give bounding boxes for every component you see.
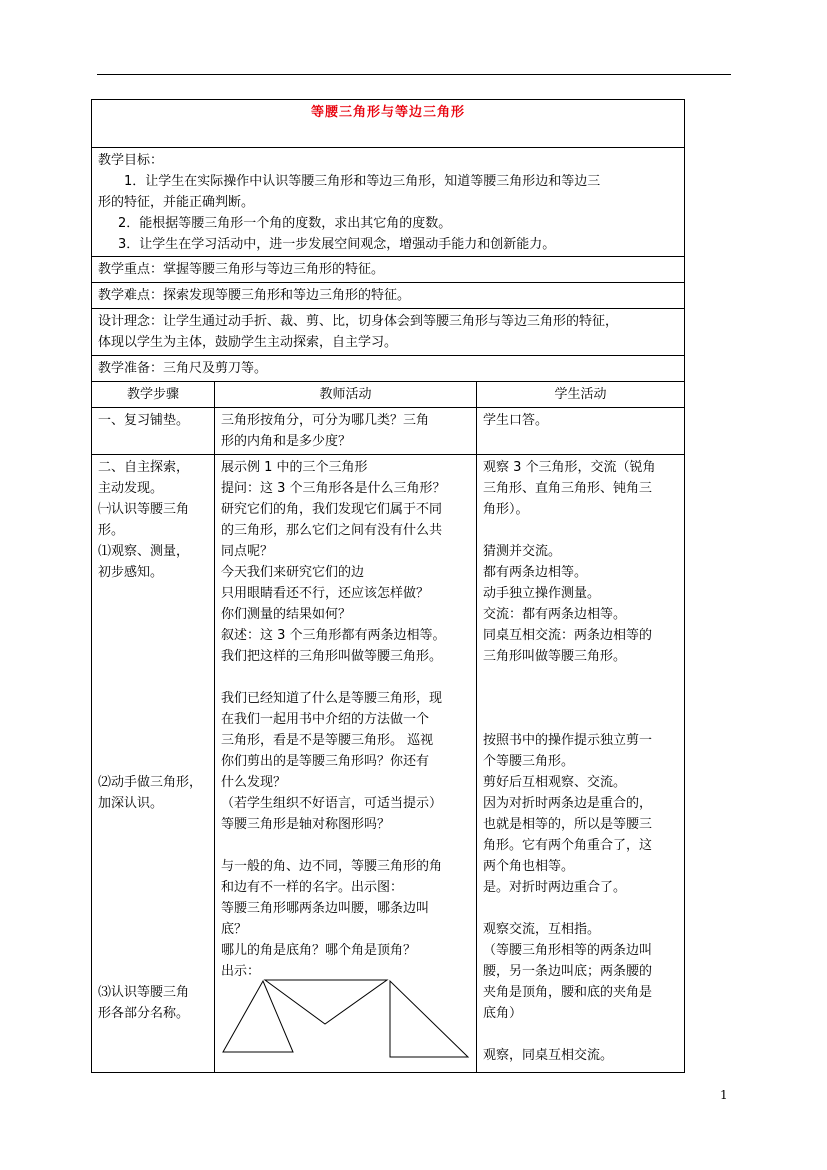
objective-1-line-1: 1．让学生在实际操作中认识等腰三角形和等边三角形，知道等腰三角形边和等边三 [124, 174, 601, 189]
spacer [98, 814, 212, 982]
step-line: ⑵动手做三角形， [98, 775, 203, 790]
student-line: 是。对折时两边重合了。 [483, 880, 627, 895]
student-line: 都有两条边相等。 [483, 565, 588, 580]
student-line: 剪好后互相观察、交流。 [483, 775, 627, 790]
column-header-student: 学生活动 [477, 382, 685, 408]
teacher-line: 底？ [221, 922, 248, 937]
teacher-line: 我们已经知道了什么是等腰三角形，现 [221, 691, 443, 706]
student-line: 动手独立操作测量。 [483, 586, 601, 601]
row1-teacher [215, 408, 477, 455]
design-line-1: 设计理念：让学生通过动手折、裁、剪、比，切身体会到等腰三角形与等边三角形的特征， [98, 314, 619, 329]
student-line: 观察，同桌互相交流。 [483, 1048, 614, 1063]
row2-teacher [215, 455, 477, 1073]
design-cell [92, 309, 685, 356]
student-line: 三角形叫做等腰三角形。 [483, 649, 627, 664]
triangle-figure-3 [390, 981, 468, 1057]
student-line: 角形）。 [483, 502, 529, 517]
teacher-line: 等腰三角形哪两条边叫腰，哪条边叫 [221, 901, 430, 916]
teacher-line: 的三角形，那么它们之间有没有什么共 [221, 523, 443, 538]
teacher-line: 今天我们来研究它们的边 [221, 565, 365, 580]
student-line: 个等腰三角形。 [483, 754, 575, 769]
row2-student [477, 455, 685, 1073]
triangle-figure-2 [265, 980, 387, 1024]
teacher-line: 与一般的角、边不同，等腰三角形的角 [221, 859, 443, 874]
difficulty: 教学难点：探索发现等腰三角形和等边三角形的特征。 [92, 283, 685, 309]
row1-teacher-line-1: 三角形按角分，可分为哪几类？三角 [221, 413, 430, 428]
step-line: 形。 [98, 523, 125, 538]
row2-steps [92, 455, 215, 1073]
teacher-line: 研究它们的角，我们发现它们属于不同 [221, 502, 443, 517]
objective-2: 2．能根据等腰三角形一个角的度数，求出其它角的度数。 [118, 216, 452, 231]
teacher-line: 等腰三角形是轴对称图形吗？ [221, 817, 391, 832]
spacer [483, 520, 678, 541]
student-line: 交流：都有两条边相等。 [483, 607, 627, 622]
teacher-line: 三角形，看是不是等腰三角形。 巡视 [221, 733, 434, 748]
student-line: 观察交流，互相指。 [483, 922, 601, 937]
step-line: 形各部分名称。 [98, 1006, 190, 1021]
row1-step: 一、复习铺垫。 [92, 408, 215, 455]
teacher-line: 同点呢？ [221, 544, 274, 559]
spacer [98, 583, 212, 772]
triangles-svg [221, 974, 471, 1062]
student-line: 两个角也相等。 [483, 859, 575, 874]
key-point: 教学重点：掌握等腰三角形与等边三角形的特征。 [92, 257, 685, 283]
teacher-line: 在我们一起用书中介绍的方法做一个 [221, 712, 430, 727]
student-line: 底角） [483, 1006, 523, 1021]
row1-student: 学生口答。 [477, 408, 685, 455]
spacer [483, 667, 678, 730]
objective-1-line-2: 形的特征，并能正确判断。 [98, 195, 255, 210]
spacer [221, 835, 470, 856]
spacer [483, 898, 678, 919]
step-line: 二、自主探索， [98, 460, 190, 475]
teacher-line: 我们把这样的三角形叫做等腰三角形。 [221, 649, 443, 664]
triangle-figures [221, 982, 470, 1070]
teacher-line: 叙述：这 3 个三角形都有两条边相等。 [221, 628, 446, 643]
step-line: ㈠认识等腰三角 [98, 502, 190, 517]
student-line: 同桌互相交流：两条边相等的 [483, 628, 653, 643]
triangle-figure-1 [223, 981, 293, 1052]
lesson-title: 等腰三角形与等边三角形 [92, 100, 685, 148]
step-line: 主动发现。 [98, 481, 164, 496]
teacher-line: 提问：这 3 个三角形各是什么三角形？ [221, 481, 446, 496]
step-line: ⑶认识等腰三角 [98, 985, 190, 1000]
teacher-line: 展示例 1 中的三个三角形 [221, 460, 368, 475]
teacher-line: 和边有不一样的名字。出示图： [221, 880, 404, 895]
objective-3: 3．让学生在学习活动中，进一步发展空间观念，增强动手能力和创新能力。 [118, 237, 556, 252]
step-line: ⑴观察、测量， [98, 544, 190, 559]
student-line: 三角形、直角三角形、钝角三 [483, 481, 653, 496]
teacher-line: 只用眼睛看还不行，还应该怎样做？ [221, 586, 430, 601]
teacher-line: （若学生组织不好语言，可适当提示） [221, 796, 443, 811]
header-rule [97, 74, 731, 75]
objectives-cell [92, 148, 685, 257]
teacher-line: 你们测量的结果如何？ [221, 607, 352, 622]
teacher-line: 你们剪出的是等腰三角形吗？你还有 [221, 754, 430, 769]
row1-teacher-line-2: 形的内角和是多少度？ [221, 434, 352, 449]
preparation: 教学准备：三角尺及剪刀等。 [92, 356, 685, 382]
step-line: 加深认识。 [98, 796, 164, 811]
student-line: （等腰三角形相等的两条边叫 [483, 943, 653, 958]
student-line: 也就是相等的，所以是等腰三 [483, 817, 653, 832]
lesson-plan-table [91, 99, 685, 1073]
teacher-line: 哪儿的角是底角？哪个角是顶角？ [221, 943, 417, 958]
design-line-2: 体现以学生为主体，鼓励学生主动探索，自主学习。 [98, 335, 398, 350]
student-line: 夹角是顶角，腰和底的夹角是 [483, 985, 653, 1000]
step-line: 初步感知。 [98, 565, 164, 580]
student-line: 观察 3 个三角形，交流（锐角 [483, 460, 656, 475]
student-line: 猜测并交流。 [483, 544, 562, 559]
spacer [483, 1024, 678, 1045]
column-header-steps: 教学步骤 [92, 382, 215, 408]
column-header-teacher: 教师活动 [215, 382, 477, 408]
teacher-line: 什么发现？ [221, 775, 287, 790]
student-line: 按照书中的操作提示独立剪一 [483, 733, 653, 748]
page-number: 1 [720, 1088, 728, 1102]
student-line: 角形。它有两个角重合了，这 [483, 838, 653, 853]
spacer [221, 667, 470, 688]
objectives-label: 教学目标： [98, 153, 164, 168]
student-line: 腰，另一条边叫底；两条腰的 [483, 964, 653, 979]
student-line: 因为对折时两条边是重合的， [483, 796, 653, 811]
teacher-line: 出示： [221, 964, 261, 979]
